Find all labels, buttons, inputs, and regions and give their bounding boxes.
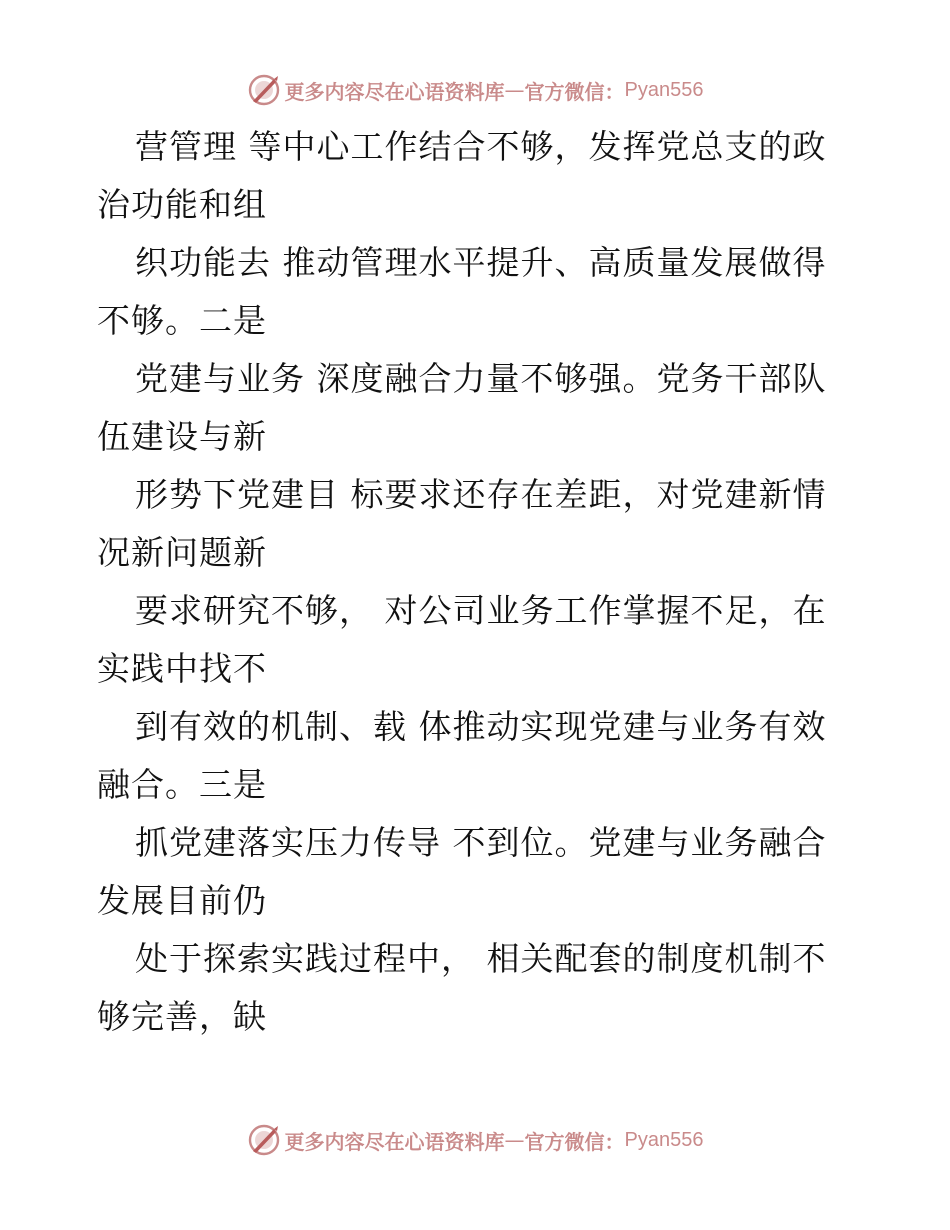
document-body	[97, 118, 837, 1046]
body-line: 伍建设与新	[97, 417, 267, 456]
watermark-text: 更多内容尽在心语资料库	[284, 79, 505, 104]
body-line: 实践中找不	[97, 649, 267, 688]
body-line: 处于探索实践过程中， 相关配套的制度机制不	[135, 939, 827, 978]
body-line: 要求研究不够， 对公司业务工作掌握不足，在	[135, 591, 827, 630]
body-line: 况新问题新	[97, 533, 267, 572]
watermark-wechat-id: Pyan556	[624, 1128, 704, 1151]
watermark-text: 更多内容尽在心语资料库	[284, 1129, 505, 1154]
quill-pen-icon	[247, 73, 281, 107]
body-line: 织功能去 推动管理水平提升、高质量发展做得	[135, 243, 827, 282]
body-line: 形势下党建目 标要求还存在差距，对党建新情	[135, 475, 827, 514]
body-line: 融合。三是	[97, 765, 267, 804]
body-line: 到有效的机制、载 体推动实现党建与业务有效	[135, 707, 827, 746]
body-line: 够完善，缺	[97, 997, 267, 1036]
body-line: 营管理 等中心工作结合不够，发挥党总支的政	[135, 127, 827, 166]
body-line: 抓党建落实压力传导 不到位。党建与业务融合	[135, 823, 827, 862]
header-watermark	[0, 70, 950, 110]
watermark-wechat-id: Pyan556	[624, 78, 704, 101]
body-line: 不够。二是	[97, 301, 267, 340]
watermark-separator: —	[504, 78, 525, 102]
body-line: 党建与业务 深度融合力量不够强。党务干部队	[135, 359, 827, 398]
watermark-separator: —	[504, 1128, 525, 1152]
body-line: 治功能和组	[97, 185, 267, 224]
body-line: 发展目前仍	[97, 881, 267, 920]
watermark-wechat-label: 官方微信：	[524, 79, 625, 104]
footer-watermark	[0, 1120, 950, 1160]
watermark-wechat-label: 官方微信：	[524, 1129, 625, 1154]
quill-pen-icon	[247, 1123, 281, 1157]
